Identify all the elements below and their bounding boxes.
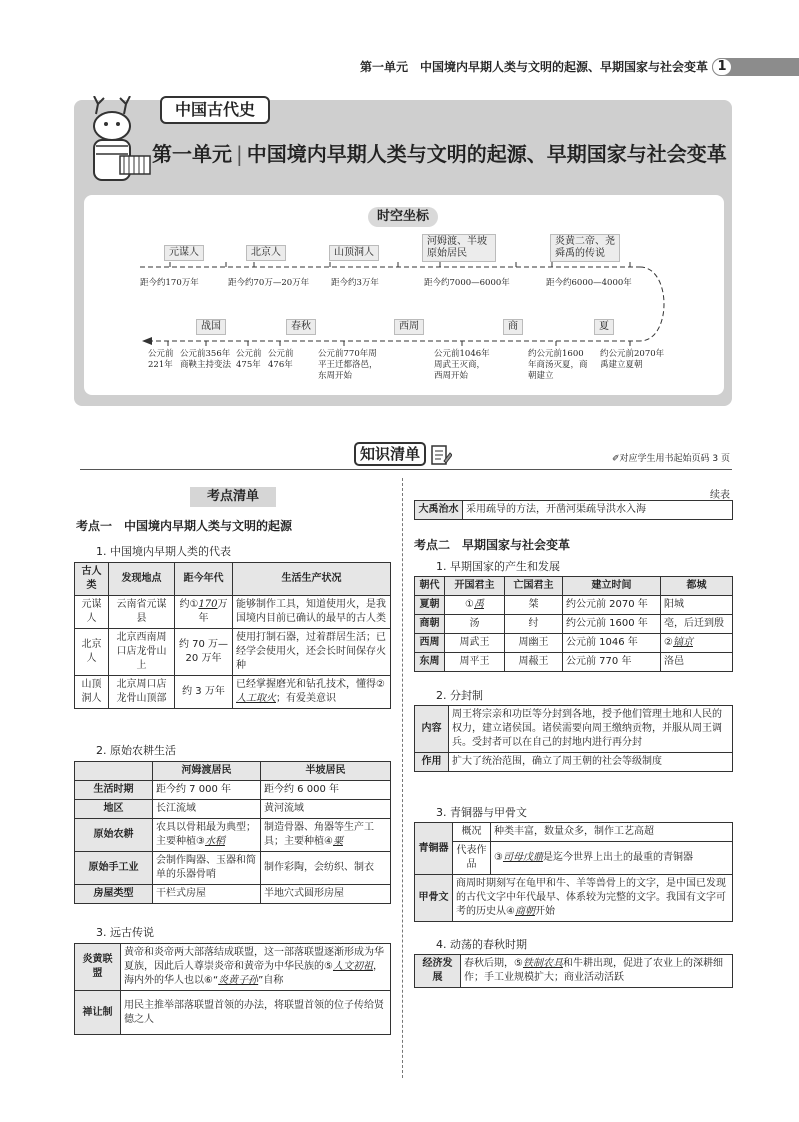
cell-text: ① <box>465 599 474 610</box>
timeline-btime-4: 公元前476年 <box>268 349 294 370</box>
table-cell: 北京人 <box>75 629 109 676</box>
table-cell <box>233 676 391 709</box>
farming-table <box>74 761 391 904</box>
title-separator: | <box>236 142 243 166</box>
table-cell: 北京周口店龙骨山顶部 <box>109 676 175 709</box>
row-label: 原始农耕 <box>75 819 153 852</box>
timeline-time-1: 距今约170万年 <box>140 278 199 288</box>
table-cell <box>121 944 391 991</box>
timeline-axis <box>0 0 799 420</box>
timeline-label-shang: 商 <box>503 319 523 335</box>
table-cell: 纣 <box>505 615 563 634</box>
row-label: 地区 <box>75 800 153 819</box>
table-cell <box>261 819 391 852</box>
table-row <box>75 596 391 629</box>
cell-text: 开始 <box>534 906 555 917</box>
answer-text: 人文初祖 <box>332 961 373 972</box>
answer-text: 商朝 <box>514 906 535 917</box>
unit-title-text: 中国境内早期人类与文明的起源、早期国家与社会变革 <box>246 142 727 166</box>
table-header: 亡国君主 <box>505 577 563 596</box>
fengjian-table <box>414 705 733 772</box>
cell-text: ”自称 <box>258 975 284 986</box>
row-label: 夏朝 <box>415 596 445 615</box>
early-humans-table <box>74 562 391 709</box>
table-cell: 周王将宗亲和功臣等分封到各地，授予他们管理土地和人民的权力，建立诸侯国。诸侯需要向周王缴纳贡物，并服从周王调兵。受封者可以在自己的封地内进行再分封 <box>449 706 733 753</box>
table-row <box>415 706 733 753</box>
row-label: 原始手工业 <box>75 852 153 885</box>
table-header <box>75 762 153 781</box>
table-cell: 使用打制石器，过着群居生活；已经学会使用火，还会长时间保存火种 <box>233 629 391 676</box>
table-row <box>75 781 391 800</box>
row-label: 西周 <box>415 634 445 653</box>
legends-table <box>74 943 391 1035</box>
table-cell: 约公元前 2070 年 <box>563 596 661 615</box>
cell-text: 是迄今世界上出土的最重的青铜器 <box>542 852 693 863</box>
sub-heading-3: 3. 远古传说 <box>96 926 154 939</box>
table-cell <box>453 875 733 922</box>
table-header: 开国君主 <box>445 577 505 596</box>
timeline-label-hemudu: 河姆渡、半坡原始居民 <box>422 234 496 262</box>
timeline-btime-7: 约公元前1600年商汤灭夏，商朝建立 <box>528 349 588 381</box>
table-row <box>75 885 391 904</box>
answer-text: 司母戊鼎 <box>502 852 543 863</box>
table-cell: 半地穴式圆形房屋 <box>261 885 391 904</box>
table-row <box>75 819 391 852</box>
table-cell: 汤 <box>445 615 505 634</box>
table-cell: 阳城 <box>661 596 733 615</box>
timeline-time-5: 距今约6000—4000年 <box>546 278 632 288</box>
table-row <box>75 676 391 709</box>
table-cell <box>175 596 233 629</box>
table-header: 发现地点 <box>109 563 175 596</box>
table-cell: 周幽王 <box>505 634 563 653</box>
table-cell: 桀 <box>505 596 563 615</box>
table-cell: 山顶洞人 <box>75 676 109 709</box>
table-row <box>415 653 733 672</box>
timeline-time-3: 距今约3万年 <box>331 278 379 288</box>
table-row <box>415 634 733 653</box>
table-header: 朝代 <box>415 577 445 596</box>
table-row <box>415 501 733 520</box>
table-cell: 约 3 万年 <box>175 676 233 709</box>
table-header: 河姆渡居民 <box>153 762 261 781</box>
timeline-btime-3: 公元前475年 <box>236 349 262 370</box>
timeline-label-zhanguo: 战国 <box>196 319 226 335</box>
timeline-label-shanding: 山顶洞人 <box>329 245 379 261</box>
table-header: 距今年代 <box>175 563 233 596</box>
answer-text: 人工取火 <box>236 693 276 704</box>
table-cell: 扩大了统治范围，确立了周王朝的社会等级制度 <box>449 753 733 772</box>
table-row <box>415 596 733 615</box>
table-row <box>75 629 391 676</box>
cell-text: 制造骨器、角器等生产工具；主要种植④ <box>264 822 374 847</box>
cell-text: ② <box>664 637 673 648</box>
row-label: 生活时期 <box>75 781 153 800</box>
answer-text: 水稻 <box>204 836 225 847</box>
timeline-title: 时空坐标 <box>368 207 438 227</box>
table-row <box>75 944 391 991</box>
knowledge-title: 知识清单 <box>354 442 426 466</box>
answer-text: 镐京 <box>672 637 693 648</box>
row-label: 商朝 <box>415 615 445 634</box>
table-cell <box>153 819 261 852</box>
timeline-btime-5: 公元前770年周平王迁都洛邑，东周开始 <box>318 349 378 381</box>
table-row <box>415 842 733 875</box>
cell-text: 农具以骨耜最为典型；主要种植③ <box>156 822 256 847</box>
timeline-label-yuanmou: 元谋人 <box>164 245 204 261</box>
table-cell: 周平王 <box>445 653 505 672</box>
page-reference: ✐对应学生用书起始页码 3 页 <box>612 454 730 464</box>
column-divider <box>402 478 403 1078</box>
table-cell: 干栏式房屋 <box>153 885 261 904</box>
point-1-heading: 考点一 中国境内早期人类与文明的起源 <box>76 519 293 533</box>
page-number: 1 <box>712 58 732 76</box>
table-row <box>75 800 391 819</box>
table-cell: 云南省元谋县 <box>109 596 175 629</box>
cell-text: 春秋后期，⑤ <box>464 958 523 969</box>
table-cell <box>491 842 733 875</box>
continued-label: 续表 <box>710 490 730 501</box>
table-cell: 用民主推举部落联盟首领的办法，将联盟首领的位子传给贤德之人 <box>121 991 391 1035</box>
table-cell: 约公元前 1600 年 <box>563 615 661 634</box>
answer-text: 粟 <box>332 836 343 847</box>
point-2-heading: 考点二 早期国家与社会变革 <box>414 538 571 552</box>
table-cell: 洛邑 <box>661 653 733 672</box>
table-row <box>415 823 733 842</box>
header-rule <box>80 469 732 470</box>
row-label: 经济发展 <box>415 955 461 988</box>
row-label: 甲骨文 <box>415 875 453 922</box>
row-label: 炎黄联盟 <box>75 944 121 991</box>
table-header: 建立时间 <box>563 577 661 596</box>
kaodian-banner: 考点清单 <box>190 487 276 507</box>
timeline-label-xizhou: 西周 <box>394 319 424 335</box>
table-cell: 能够制作工具，知道使用火，是我国境内目前已确认的最早的古人类 <box>233 596 391 629</box>
table-row <box>415 875 733 922</box>
table-cell: 代表作品 <box>453 842 491 875</box>
timeline-btime-6: 公元前1046年周武王灭商，西周开始 <box>434 349 490 381</box>
table-cell: 公元前 770 年 <box>563 653 661 672</box>
cell-text: ；有爱美意识 <box>276 693 336 704</box>
cell-text: ③ <box>494 852 503 863</box>
table-header: 生活生产状况 <box>233 563 391 596</box>
table-cell: 概况 <box>453 823 491 842</box>
timeline-label-beijing: 北京人 <box>246 245 286 261</box>
answer-text: 禹 <box>473 599 484 610</box>
table-header: 古人类 <box>75 563 109 596</box>
table-cell: 北京西南周口店龙骨山上 <box>109 629 175 676</box>
timeline-time-4: 距今约7000—6000年 <box>424 278 510 288</box>
table-cell: 亳，后迁到殷 <box>661 615 733 634</box>
cell-text: 已经掌握磨光和钻孔技术，懂得② <box>236 679 385 690</box>
cell-text: 和牛耕出现，促进了农业上的深耕细作；手工业规模扩大；商业活动活跃 <box>464 958 723 983</box>
table-cell: 会制作陶器、玉器和简单的乐器骨哨 <box>153 852 261 885</box>
timeline-label-chunqiu: 春秋 <box>286 319 316 335</box>
table-cell: 距今约 6 000 年 <box>261 781 391 800</box>
continued-table <box>414 500 733 520</box>
sub-heading-r4: 4. 动荡的春秋时期 <box>436 938 527 951</box>
table-row <box>415 955 733 988</box>
unit-label: 第一单元 <box>152 142 232 166</box>
table-cell: 公元前 1046 年 <box>563 634 661 653</box>
timeline-label-yanhuang: 炎黄二帝、尧舜禹的传说 <box>550 234 620 262</box>
row-label: 房屋类型 <box>75 885 153 904</box>
table-cell <box>461 955 733 988</box>
sub-heading-2: 2. 原始农耕生活 <box>96 744 176 757</box>
row-label: 大禹治水 <box>415 501 463 520</box>
section-label: 中国古代史 <box>160 96 270 124</box>
cell-text: 万年 <box>198 599 228 624</box>
table-cell: 周赧王 <box>505 653 563 672</box>
cell-text: 商周时期刻写在龟甲和牛、羊等兽骨上的文字，是中国已发现的古代文字中年代最早、体系较为完整的文字。我国有文字可考的历史从④ <box>456 878 726 917</box>
table-cell: 距今约 7 000 年 <box>153 781 261 800</box>
table-row <box>415 615 733 634</box>
notepad-icon <box>430 443 452 467</box>
table-cell: 种类丰富，数量众多，制作工艺高超 <box>491 823 733 842</box>
timeline-time-2: 距今约70万—20万年 <box>228 278 310 288</box>
sub-heading-1: 1. 中国境内早期人类的代表 <box>96 545 231 558</box>
table-cell: 制作彩陶，会纺织、制衣 <box>261 852 391 885</box>
table-row <box>415 753 733 772</box>
bronze-oracle-table <box>414 822 733 922</box>
answer-text: 170 <box>198 599 218 610</box>
cell-text: 约① <box>179 599 199 610</box>
page-reference-text: 对应学生用书起始页码 3 页 <box>619 454 730 464</box>
row-label: 内容 <box>415 706 449 753</box>
timeline-label-xia: 夏 <box>594 319 614 335</box>
table-cell: 周武王 <box>445 634 505 653</box>
table-row <box>75 991 391 1035</box>
early-states-table <box>414 576 733 672</box>
table-header: 都城 <box>661 577 733 596</box>
row-label: 作用 <box>415 753 449 772</box>
table-cell: 约 70 万—20 万年 <box>175 629 233 676</box>
table-row <box>75 852 391 885</box>
table-cell: 元谋人 <box>75 596 109 629</box>
timeline-btime-2: 公元前356年商鞅主持变法 <box>180 349 232 370</box>
answer-text: 炎黄子孙 <box>218 975 259 986</box>
spring-autumn-table <box>414 954 733 988</box>
table-cell <box>445 596 505 615</box>
cell-text: ，海内外的华人也以⑥“ <box>124 961 383 986</box>
table-cell: 采用疏导的方法，开凿河渠疏导洪水入海 <box>463 501 733 520</box>
answer-text: 铁制农具 <box>522 958 563 969</box>
running-title: 第一单元 中国境内早期人类与文明的起源、早期国家与社会变革 <box>360 60 709 74</box>
row-label: 禅让制 <box>75 991 121 1035</box>
table-cell: 长江流域 <box>153 800 261 819</box>
sub-heading-r3: 3. 青铜器与甲骨文 <box>436 806 527 819</box>
table-header: 半坡居民 <box>261 762 391 781</box>
table-cell <box>661 634 733 653</box>
row-label: 东周 <box>415 653 445 672</box>
sub-heading-r1: 1. 早期国家的产生和发展 <box>436 560 560 573</box>
cell-text: 黄帝和炎帝两大部落结成联盟，这一部落联盟逐渐形成为华夏族，因此后人尊崇炎帝和黄帝为中华民族的⑤ <box>124 947 384 972</box>
timeline-btime-8: 约公元前2070年禹建立夏朝 <box>600 349 665 370</box>
sub-heading-r2: 2. 分封制 <box>436 689 483 702</box>
table-cell: 黄河流域 <box>261 800 391 819</box>
timeline-btime-1: 公元前221年 <box>148 349 174 370</box>
row-label: 青铜器 <box>415 823 453 875</box>
